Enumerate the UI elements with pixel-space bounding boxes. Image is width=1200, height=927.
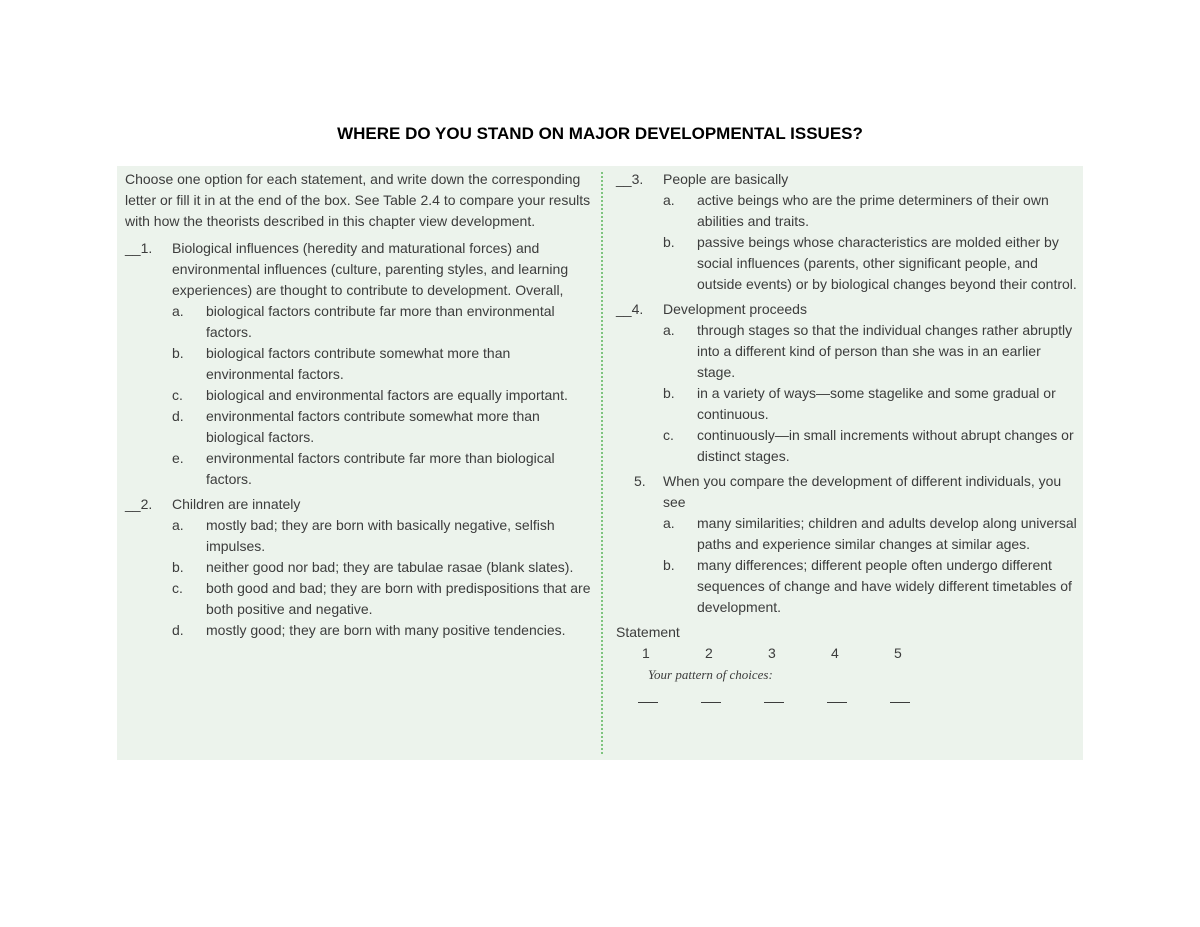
statement-number: 2 [705,645,713,661]
option-letter: b. [172,345,184,361]
question-3 [616,169,1078,295]
left-column [125,169,595,645]
right-column [616,169,1078,703]
option-2c [172,578,595,620]
option-4c [663,425,1078,467]
option-text: passive beings whose characteristics are molded either by social influences (parents, other significant people, and outside events) or by biological changes beyond their control. [697,234,1077,292]
option-5b [663,555,1078,618]
statement-number: 4 [831,645,839,661]
quiz-box [117,166,1083,760]
statement-label: Statement [616,624,680,640]
option-letter: e. [172,450,184,466]
statement-number: 3 [768,645,776,661]
option-text: biological factors contribute somewhat more than environmental factors. [206,345,511,382]
answer-blank-5[interactable] [890,701,910,703]
option-text: biological factors contribute far more than environmental factors. [206,303,555,340]
option-letter: b. [663,385,675,401]
option-letter: c. [172,387,183,403]
option-text: active beings who are the prime determiners of their own abilities and traits. [697,192,1049,229]
question-number[interactable]: __4. [616,301,644,317]
option-letter: b. [172,559,184,575]
option-letter: a. [663,192,675,208]
option-text: many differences; different people often undergo different sequences of change and have widely different timetables of development. [697,557,1072,615]
option-1b [172,343,595,385]
answer-blank-3[interactable] [764,701,784,703]
answer-blanks [616,689,1078,703]
option-3b [663,232,1078,295]
question-text: People are basically [663,171,789,187]
page-title: WHERE DO YOU STAND ON MAJOR DEVELOPMENTAL ISSUES? [337,124,863,143]
option-letter: d. [172,622,184,638]
answer-blank-4[interactable] [827,701,847,703]
option-1c [172,385,595,406]
pattern-label: Your pattern of choices: [648,667,773,682]
option-2d [172,620,595,641]
answer-blank-2[interactable] [701,701,721,703]
question-text: Biological influences (heredity and maturational forces) and environmental influences (culture, parenting styles, and learning experiences) are thought to contribute to development. Overall, [172,240,569,298]
option-text: continuously—in small increments without abrupt changes or distinct stages. [697,427,1074,464]
option-text: environmental factors contribute far more than biological factors. [206,450,555,487]
question-text: Children are innately [172,496,301,512]
option-4a [663,320,1078,383]
option-letter: b. [663,557,675,573]
instructions: Choose one option for each statement, and write down the corresponding letter or fill it in at the end of the box. See Table 2.4 to compare your results with how the theorists described in this chapter view development. [125,171,591,229]
question-2 [125,494,595,641]
column-divider [601,172,603,754]
option-text: through stages so that the individual changes rather abruptly into a different kind of person than she was in an earlier stage. [697,322,1073,380]
question-4 [616,299,1078,467]
option-1d [172,406,595,448]
question-text: When you compare the development of different individuals, you see [663,473,1062,510]
option-5a [663,513,1078,555]
question-number[interactable]: __3. [616,171,644,187]
question-number[interactable]: __1. [125,240,153,256]
option-letter: c. [172,580,183,596]
question-number[interactable]: __2. [125,496,153,512]
option-text: environmental factors contribute somewhat more than biological factors. [206,408,540,445]
statement-number: 5 [894,645,902,661]
option-text: biological and environmental factors are equally important. [206,387,568,403]
option-text: mostly good; they are born with many positive tendencies. [206,622,566,638]
option-2a [172,515,595,557]
question-text: Development proceeds [663,301,807,317]
option-text: many similarities; children and adults develop along universal paths and experience similar changes at similar ages. [697,515,1077,552]
option-letter: b. [663,234,675,250]
option-text: in a variety of ways—some stagelike and some gradual or continuous. [697,385,1056,422]
question-1 [125,238,595,490]
option-text: neither good nor bad; they are tabulae rasae (blank slates). [206,559,574,575]
option-text: mostly bad; they are born with basically negative, selfish impulses. [206,517,555,554]
option-letter: a. [663,515,675,531]
option-letter: a. [172,303,184,319]
question-number: 5. [634,473,646,489]
option-letter: a. [663,322,675,338]
statement-number: 1 [642,645,650,661]
option-letter: a. [172,517,184,533]
option-2b [172,557,595,578]
option-text: both good and bad; they are born with predispositions that are both positive and negative. [206,580,591,617]
option-letter: d. [172,408,184,424]
option-1a [172,301,595,343]
statement-numbers [616,643,1078,664]
option-1e [172,448,595,490]
question-5 [616,471,1078,618]
option-3a [663,190,1078,232]
answer-blank-1[interactable] [638,701,658,703]
option-4b [663,383,1078,425]
answer-summary [616,622,1078,703]
option-letter: c. [663,427,674,443]
